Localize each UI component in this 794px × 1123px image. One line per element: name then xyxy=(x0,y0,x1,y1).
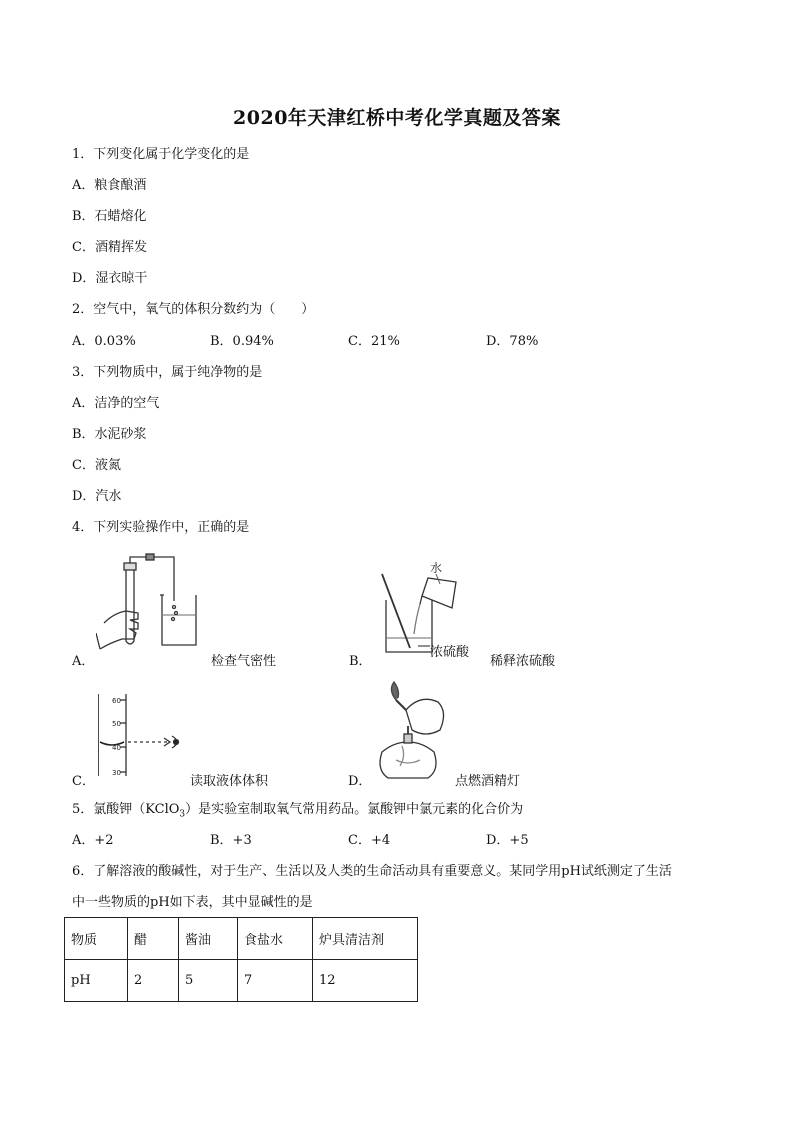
table-cell: 12 xyxy=(313,960,418,1002)
q1-option-a[interactable]: A．粮食酿酒 xyxy=(72,178,147,193)
q6-stem-line2: 中一些物质的pH如下表，其中显碱性的是 xyxy=(72,895,313,910)
table-cell: pH xyxy=(65,960,128,1002)
read-volume-figure xyxy=(98,692,208,780)
tick-label-40: 40 xyxy=(112,744,121,752)
table-row xyxy=(65,960,418,1002)
q4-option-b-caption: 稀释浓硫酸 xyxy=(490,654,556,669)
table-cell: 5 xyxy=(179,960,238,1002)
table-cell: 物质 xyxy=(65,918,128,960)
q1-stem: 1．下列变化属于化学变化的是 xyxy=(72,147,250,162)
q3-option-b[interactable]: B．水泥砂浆 xyxy=(72,427,147,442)
q1-option-d[interactable]: D．湿衣晾干 xyxy=(72,271,148,286)
q2-option-a[interactable]: A．0.03% xyxy=(72,334,136,349)
q5-option-b[interactable]: B．+3 xyxy=(210,833,252,848)
q5-options xyxy=(72,833,529,849)
light-lamp-figure xyxy=(366,680,460,784)
table-cell: 炉具清洁剂 xyxy=(313,918,418,960)
q4-option-a-letter[interactable]: A． xyxy=(72,654,95,669)
q4-option-d-letter[interactable]: D． xyxy=(348,774,372,789)
acid-label: 浓硫酸 xyxy=(430,645,470,660)
q4-option-c-caption: 读取液体体积 xyxy=(190,774,269,789)
tick-label-60: 60 xyxy=(112,697,121,705)
table-cell: 食盐水 xyxy=(238,918,313,960)
q5-option-c[interactable]: C．+4 xyxy=(348,833,391,848)
q4-option-b-letter[interactable]: B． xyxy=(349,654,372,669)
q6-stem-line1: 6．了解溶液的酸碱性，对于生产、生活以及人类的生命活动具有重要意义。某同学用pH试纸测定了生活 xyxy=(72,864,672,879)
table-cell: 酱油 xyxy=(179,918,238,960)
q5-option-a[interactable]: A．+2 xyxy=(72,833,114,848)
q3-option-a[interactable]: A．洁净的空气 xyxy=(72,396,160,411)
q3-option-c[interactable]: C．液氮 xyxy=(72,458,121,473)
page-title: 2020年天津红桥中考化学真题及答案 xyxy=(233,107,561,129)
table-cell: 7 xyxy=(238,960,313,1002)
q4-option-d-caption: 点燃酒精灯 xyxy=(455,774,521,789)
airtightness-check-figure xyxy=(96,553,206,653)
table-cell: 醋 xyxy=(128,918,179,960)
q1-option-b[interactable]: B．石蜡熔化 xyxy=(72,209,147,224)
q1-option-c[interactable]: C．酒精挥发 xyxy=(72,240,147,255)
q4-stem: 4．下列实验操作中，正确的是 xyxy=(72,520,250,535)
q2-stem: 2．空气中，氧气的体积分数约为（ ） xyxy=(72,302,315,317)
q2-option-c[interactable]: C．21% xyxy=(348,334,400,349)
tick-label-30: 30 xyxy=(112,769,121,777)
q3-stem: 3．下列物质中，属于纯净物的是 xyxy=(72,365,263,380)
q4-option-c-letter[interactable]: C． xyxy=(72,774,95,789)
q2-option-d[interactable]: D．78% xyxy=(486,334,539,349)
q2-option-b[interactable]: B．0.94% xyxy=(210,334,274,349)
q2-options xyxy=(72,334,538,350)
water-label: 水 xyxy=(430,561,443,575)
table-header-row xyxy=(65,918,418,960)
ph-table xyxy=(64,917,418,1002)
q4-option-a-caption: 检查气密性 xyxy=(211,654,277,669)
q5-stem: 5．氯酸钾（KClO$_3$）是实验室制取氧气常用药品。氯酸钾中氯元素的化合价为 xyxy=(72,802,524,820)
tick-label-50: 50 xyxy=(112,720,121,728)
table-cell: 2 xyxy=(128,960,179,1002)
q5-option-d[interactable]: D．+5 xyxy=(486,833,529,848)
q3-option-d[interactable]: D．汽水 xyxy=(72,489,122,504)
